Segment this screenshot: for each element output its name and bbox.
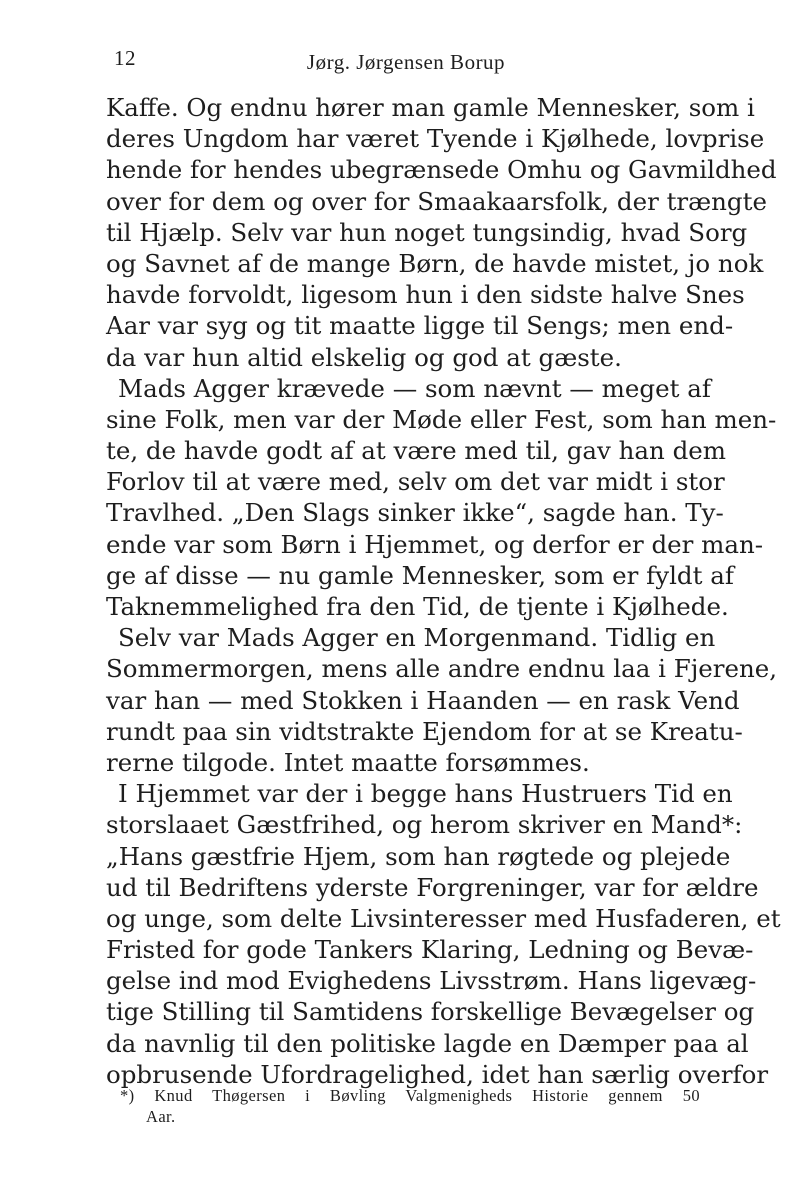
text-line: Forlov til at være med, selv om det var midt i stor	[106, 467, 725, 497]
body-text	[106, 92, 781, 1090]
text-line: og Savnet af de mange Børn, de havde mistet, jo nok	[106, 248, 764, 278]
text-line: deres Ungdom har været Tyende i Kjølhede, lovprise	[106, 124, 765, 154]
text-line: rundt paa sin vidtstrakte Ejendom for at se Kreatu-	[106, 716, 743, 746]
text-line: da var hun altid elskelig og god at gæste.	[106, 342, 622, 372]
text-line: Taknemmelighed fra den Tid, de tjente i Kjølhede.	[106, 592, 729, 621]
page-number: 12	[114, 46, 136, 70]
text-line: over for dem og over for Smaakaarsfolk, der trængte	[106, 186, 767, 216]
running-head: Jørg. Jørgensen Borup	[306, 50, 506, 74]
text-line: Travlhed. „Den Slags sinker ikke“, sagde han. Ty-	[106, 498, 724, 528]
footnote-line: *) Knud Thøgersen i Bøvling Valgmenigheds Historie gennem 50	[120, 1086, 700, 1105]
text-line: te, de havde godt af at være med til, gav han dem	[106, 436, 726, 466]
text-line: tige Stilling til Samtidens forskellige Bevægelser og	[106, 997, 755, 1027]
text-line: sine Folk, men var der Møde eller Fest, som han men-	[106, 404, 777, 434]
text-line: hende for hendes ubegrænsede Omhu og Gavmildhed	[106, 155, 777, 185]
text-line: opbrusende Ufordragelighed, idet han særlig overfor	[106, 1059, 769, 1089]
paragraph-4	[106, 778, 781, 1090]
text-line: rerne tilgode. Intet maatte forsømmes.	[106, 747, 590, 777]
text-line: I Hjemmet var der i begge hans Hustruers Tid en	[118, 779, 733, 809]
text-line: Fristed for gode Tankers Klaring, Ledning og Bevæ-	[106, 935, 754, 965]
text-line: havde forvoldt, ligesom hun i den sidste halve Snes	[106, 280, 745, 310]
text-line: Mads Agger krævede — som nævnt — meget af	[118, 373, 711, 403]
text-line: storslaaet Gæstfrihed, og herom skriver en Mand*:	[106, 810, 743, 840]
paragraph-1	[106, 92, 777, 373]
text-line: ende var som Børn i Hjemmet, og derfor er der man-	[106, 529, 764, 559]
text-line: Aar var syg og tit maatte ligge til Sengs; men end-	[106, 311, 734, 341]
text-line: og unge, som delte Livsinteresser med Husfaderen, et	[106, 903, 781, 933]
text-line: ud til Bedriftens yderste Forgreninger, var for ældre	[106, 872, 759, 902]
text-line: da navnlig til den politiske lagde en Dæmper paa al	[106, 1028, 749, 1058]
footnote	[120, 1085, 700, 1127]
text-line: gelse ind mod Evighedens Livsstrøm. Hans ligevæg-	[106, 966, 757, 996]
text-line: Selv var Mads Agger en Morgenmand. Tidlig en	[118, 623, 716, 653]
paragraph-2	[106, 373, 777, 623]
page-header	[114, 42, 698, 76]
paragraph-3	[106, 622, 778, 778]
text-line: ge af disse — nu gamle Mennesker, som er fyldt af	[106, 560, 734, 590]
text-line: „Hans gæstfrie Hjem, som han røgtede og plejede	[106, 841, 731, 871]
text-line: Sommermorgen, mens alle andre endnu laa i Fjerene,	[106, 654, 778, 684]
text-line: Kaffe. Og endnu hører man gamle Mennesker, som i	[106, 93, 755, 122]
text-line: var han — med Stokken i Haanden — en rask Vend	[106, 685, 740, 715]
text-line: til Hjælp. Selv var hun noget tungsindig, hvad Sorg	[106, 217, 748, 247]
footnote-line: Aar.	[146, 1107, 176, 1126]
